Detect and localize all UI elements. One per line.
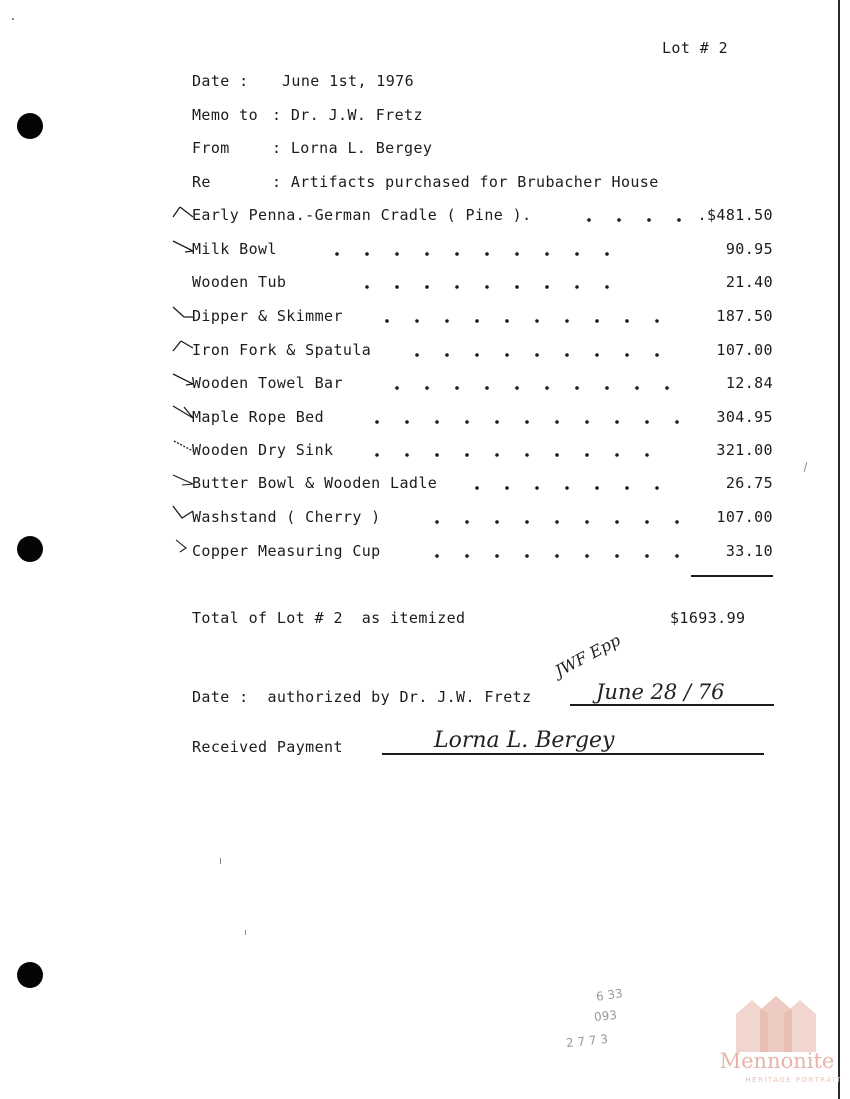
from-value: : Lorna L. Bergey xyxy=(272,139,433,157)
item-amount: 33.10 xyxy=(725,542,773,560)
check-mark-icon xyxy=(172,505,194,519)
pencil-note: 093 xyxy=(593,1007,618,1025)
scan-speck xyxy=(12,18,14,20)
scan-speck xyxy=(220,858,221,864)
item-label: Wooden Dry Sink xyxy=(192,441,334,459)
authorization-label: Date : authorized by Dr. J.W. Fretz xyxy=(192,688,532,706)
authorization-line xyxy=(570,704,774,706)
punch-hole-top xyxy=(17,113,43,139)
punch-hole-bottom xyxy=(17,962,43,988)
total-amount: $1693.99 xyxy=(670,609,746,627)
item-label: Washstand ( Cherry ) xyxy=(192,508,381,526)
item-label: Dipper & Skimmer xyxy=(192,307,343,325)
house-logo-icon xyxy=(734,992,818,1054)
item-amount: 21.40 xyxy=(725,273,773,291)
check-mark-icon xyxy=(172,539,194,553)
re-label: Re xyxy=(192,173,211,191)
re-value: : Artifacts purchased for Brubacher House xyxy=(272,173,659,191)
item-label: Wooden Tub xyxy=(192,273,287,291)
item-amount: 107.00 xyxy=(716,341,773,359)
item-label: Iron Fork & Spatula xyxy=(192,341,372,359)
logo-subtitle: HERITAGE PORTRAIT xyxy=(745,1076,842,1084)
logo-wordmark: Mennonite xyxy=(719,1049,835,1073)
total-label: Total of Lot # 2 as itemized xyxy=(192,609,466,627)
item-label: Maple Rope Bed xyxy=(192,408,325,426)
memo-to-label: Memo to xyxy=(192,106,259,124)
item-label: Wooden Towel Bar xyxy=(192,374,343,392)
check-mark-icon xyxy=(172,372,194,386)
check-mark-icon xyxy=(172,439,194,453)
check-mark-icon xyxy=(172,405,194,419)
dot-leader xyxy=(362,420,682,424)
mennonite-logo xyxy=(712,992,842,1087)
item-label: Milk Bowl xyxy=(192,240,277,258)
item-amount: 187.50 xyxy=(716,307,773,325)
payment-label: Received Payment xyxy=(192,738,343,756)
handwritten-date: June 28 / 76 xyxy=(596,680,725,704)
item-amount: 90.95 xyxy=(725,240,773,258)
dot-leader xyxy=(362,453,652,457)
pencil-note: 2 7 7 3 xyxy=(565,1031,609,1051)
item-label: Early Penna.-German Cradle ( Pine ). xyxy=(192,206,532,224)
item-amount: 26.75 xyxy=(725,474,773,492)
total-rule xyxy=(691,575,773,577)
lot-heading: Lot # 2 xyxy=(662,39,729,57)
dot-leader xyxy=(382,386,682,390)
item-amount: 107.00 xyxy=(716,508,773,526)
dot-leader xyxy=(352,285,632,289)
from-label: From xyxy=(192,139,230,157)
dot-leader xyxy=(422,554,682,558)
handwritten-initials: JWF Epp xyxy=(551,630,624,681)
scan-speck xyxy=(245,930,246,935)
item-amount: 12.84 xyxy=(725,374,773,392)
item-amount: 304.95 xyxy=(716,408,773,426)
signature-line xyxy=(382,753,764,755)
check-mark-icon xyxy=(172,205,194,219)
item-label: Butter Bowl & Wooden Ladle xyxy=(192,474,438,492)
memo-to-value: : Dr. J.W. Fretz xyxy=(272,106,423,124)
item-amount: .$481.50 xyxy=(697,206,773,224)
pencil-note: 6 33 xyxy=(595,986,624,1004)
dot-leader xyxy=(462,486,682,490)
dot-leader xyxy=(402,353,672,357)
item-amount: 321.00 xyxy=(716,441,773,459)
dot-leader xyxy=(372,319,662,323)
dot-leader xyxy=(574,218,684,222)
scan-speck xyxy=(804,462,808,472)
page-edge xyxy=(838,0,840,1099)
check-mark-icon xyxy=(172,305,194,319)
dot-leader xyxy=(322,252,622,256)
date-value: June 1st, 1976 xyxy=(282,72,415,90)
item-label: Copper Measuring Cup xyxy=(192,542,381,560)
dot-leader xyxy=(422,520,682,524)
date-label: Date : xyxy=(192,72,249,90)
punch-hole-middle xyxy=(17,536,43,562)
check-mark-icon xyxy=(172,473,194,487)
check-mark-icon xyxy=(172,339,194,353)
handwritten-signature: Lorna L. Bergey xyxy=(434,728,615,753)
check-mark-icon xyxy=(172,239,194,253)
